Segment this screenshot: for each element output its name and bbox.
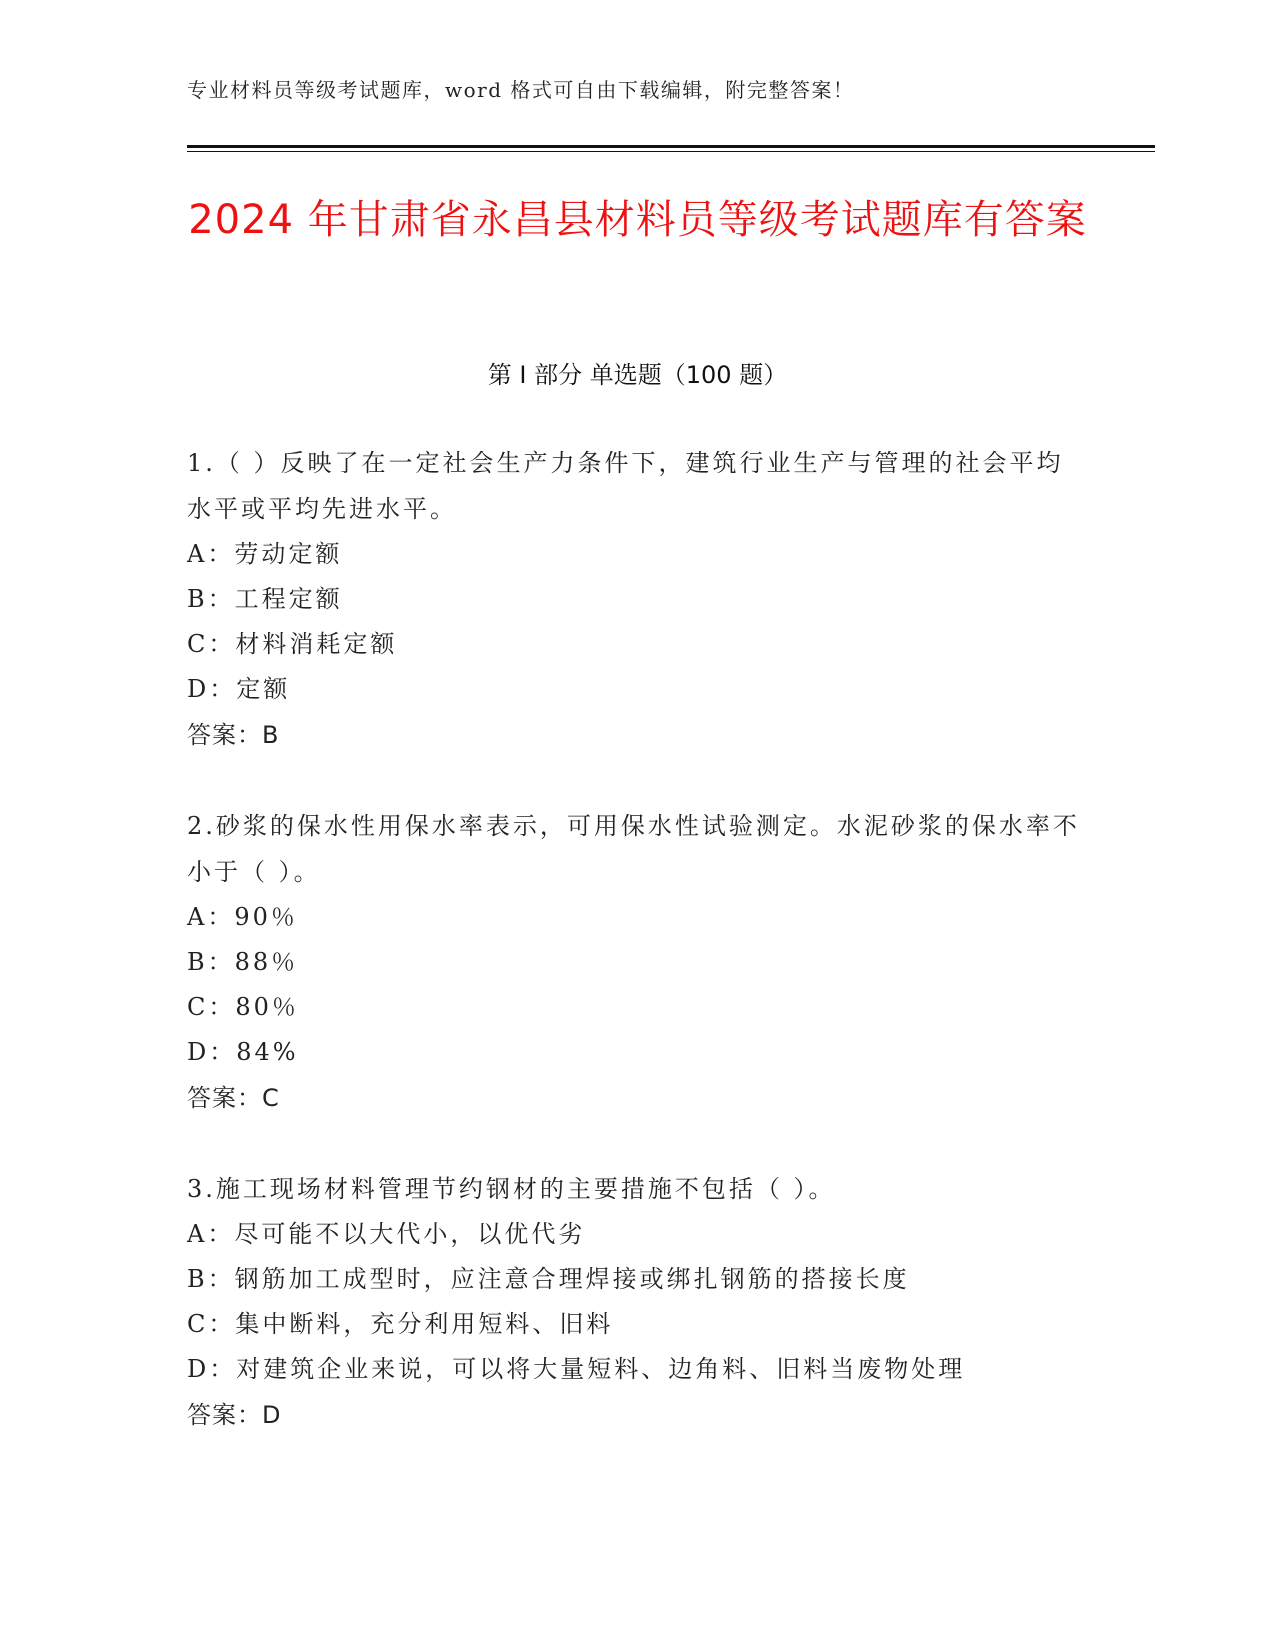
option-a: A：劳动定额: [187, 540, 343, 568]
answer-line: 答案：D: [187, 1401, 282, 1429]
option-c: C：80％: [187, 993, 299, 1021]
option-d: D：对建筑企业来说，可以将大量短料、边角料、旧料当废物处理: [187, 1355, 966, 1383]
section-heading: 第 I 部分 单选题（100 题）: [487, 361, 788, 389]
page-header-text: 专业材料员等级考试题库，word 格式可自由下载编辑，附完整答案！: [187, 78, 855, 102]
option-a: A：尽可能不以大代小，以优代劣: [187, 1220, 586, 1248]
option-c: C：材料消耗定额: [187, 630, 398, 658]
option-c: C：集中断料，充分利用短料、旧料: [187, 1310, 614, 1338]
option-b: B：工程定额: [187, 585, 343, 613]
question-stem: 2.砂浆的保水性用保水率表示，可用保水性试验测定。水泥砂浆的保水率不小于（ ）。: [187, 812, 1080, 886]
answer-line: 答案：C: [187, 1084, 280, 1112]
question-stem: 1.（ ）反映了在一定社会生产力条件下，建筑行业生产与管理的社会平均水平或平均先进水平。: [187, 449, 1064, 523]
question-stem: 3.施工现场材料管理节约钢材的主要措施不包括（ ）。: [187, 1175, 836, 1203]
option-d: D：84%: [187, 1038, 299, 1066]
option-a: A：90％: [187, 903, 298, 931]
document-title: 2024 年甘肃省永昌县材料员等级考试题库有答案: [188, 197, 1087, 243]
option-d: D：定额: [187, 675, 291, 703]
option-b: B：88％: [187, 948, 299, 976]
option-b: B：钢筋加工成型时，应注意合理焊接或绑扎钢筋的搭接长度: [187, 1265, 910, 1293]
question-block: [187, 440, 1087, 758]
answer-line: 答案：B: [187, 721, 280, 749]
header-divider-thick: [187, 145, 1155, 148]
question-block: [187, 803, 1087, 1121]
header-divider-thin: [187, 151, 1155, 152]
question-block: [187, 1166, 1087, 1438]
